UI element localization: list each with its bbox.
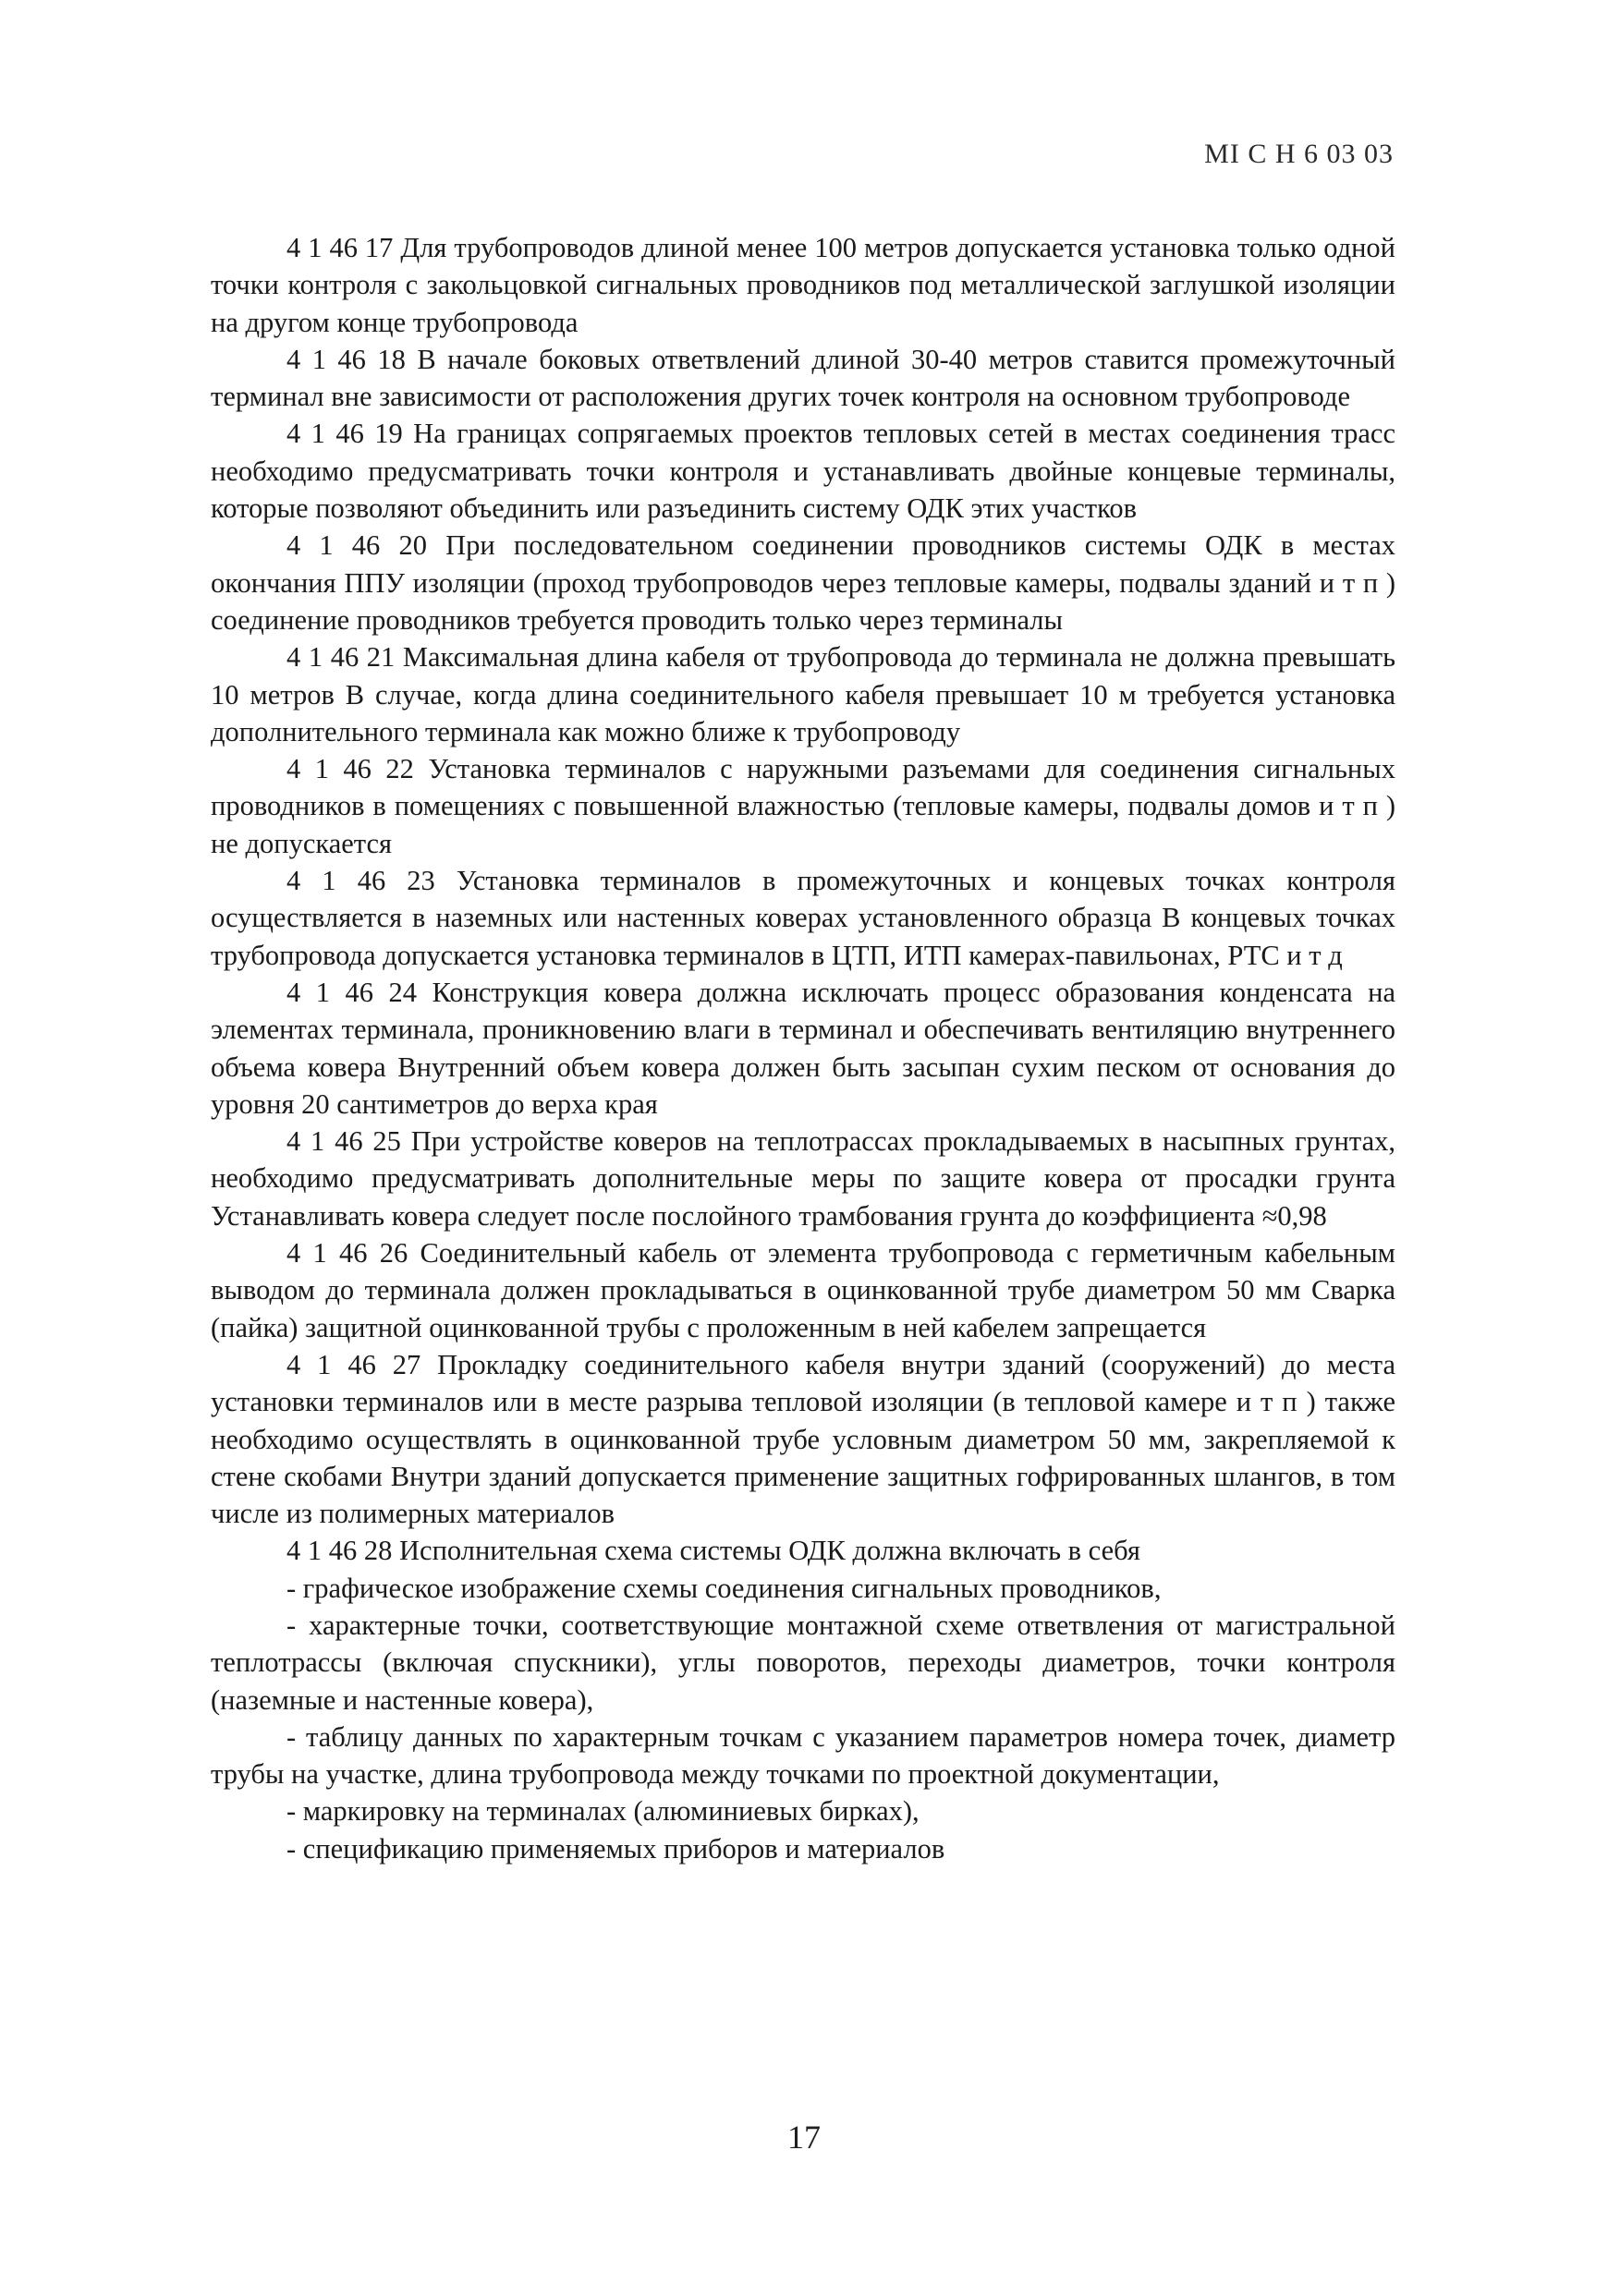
- list-item: - характерные точки, соответствующие монтажной схеме ответвления от магистральной теплотрассы (включая спускники), углы поворотов, переходы диаметров, точки контроля (наземные и настенные ковера),: [211, 1609, 1395, 1716]
- document-body: [211, 229, 1395, 1867]
- paragraph-4-1-46-26: 4 1 46 26 Соединительный кабель от элемента трубопровода с герметичным кабельным выводом до терминала должен прокладываться в оцинкованной трубе диаметром 50 мм Сварка (пайка) защитной оцинкованной трубы с проложенным в ней кабелем запрещается: [211, 1237, 1395, 1343]
- list-item: - спецификацию применяемых приборов и материалов: [286, 1832, 945, 1865]
- document-code: МІ С Н 6 03 03: [1204, 139, 1394, 169]
- list-item: - графическое изображение схемы соединения сигнальных проводников,: [286, 1572, 1162, 1604]
- paragraph-4-1-46-23: 4 1 46 23 Установка терминалов в промежуточных и концевых точках контроля осуществляется в наземных или настенных коверах установленного образца В концевых точках трубопровода допускается установка терминалов в ЦТП, ИТП камерах-павильонах, РТС и т д: [211, 865, 1395, 971]
- list-item: - маркировку на терминалах (алюминиевых бирках),: [286, 1795, 920, 1828]
- paragraph-4-1-46-19: 4 1 46 19 На границах сопрягаемых проектов тепловых сетей в местах соединения трасс необходимо предусматривать точки контроля и устанавливать двойные концевые терминалы, которые позволяют объединить или разъединить систему ОДК этих участков: [211, 418, 1395, 525]
- paragraph-4-1-46-17: 4 1 46 17 Для трубопроводов длиной менее 100 метров допускается установка только одной точки контроля с закольцовкой сигнальных проводников под металлической заглушкой изоляции на другом конце трубопровода: [211, 232, 1395, 338]
- paragraph-4-1-46-27: 4 1 46 27 Прокладку соединительного кабеля внутри зданий (сооружений) до места установки терминалов или в месте разрыва тепловой изоляции (в тепловой камере и т п ) также необходимо осуществлять в оцинкованной трубе условным диаметром 50 мм, закрепляемой к стене скобами Внутри зданий допускается применение защитных гофрированных шлангов, в том числе из полимерных материалов: [211, 1348, 1395, 1530]
- paragraph-4-1-46-18: 4 1 46 18 В начале боковых ответвлений длиной 30-40 метров ставится промежуточный терминал вне зависимости от расположения других точек контроля на основном трубопроводе: [211, 343, 1395, 413]
- paragraph-4-1-46-22: 4 1 46 22 Установка терминалов с наружными разъемами для соединения сигнальных проводников в помещениях с повышенной влажностью (тепловые камеры, подвалы домов и т п ) не допускается: [211, 753, 1395, 859]
- list-item: - таблицу данных по характерным точкам с указанием параметров номера точек, диаметр трубы на участке, длина трубопровода между точками по проектной документации,: [211, 1720, 1395, 1791]
- paragraph-4-1-46-25: 4 1 46 25 При устройстве коверов на теплотрассах прокладываемых в насыпных грунтах, необходимо предусматривать дополнительные меры по защите ковера от просадки грунта Устанавливать ковера следует после послойного трамбования грунта до коэффициента ≈0,98: [211, 1125, 1395, 1232]
- paragraph-4-1-46-21: 4 1 46 21 Максимальная длина кабеля от трубопровода до терминала не должна превышать 10 метров В случае, когда длина соединительного кабеля превышает 10 м требуется установка дополнительного терминала как можно ближе к трубопроводу: [211, 641, 1395, 747]
- page-number: 17: [787, 2119, 821, 2156]
- paragraph-4-1-46-20: 4 1 46 20 При последовательном соединении проводников системы ОДК в местах окончания ППУ изоляции (проход трубопроводов через тепловые камеры, подвалы зданий и т п ) соединение проводников требуется проводить только через терминалы: [211, 529, 1395, 636]
- paragraph-4-1-46-28: 4 1 46 28 Исполнительная схема системы ОДК должна включать в себя: [286, 1535, 1140, 1567]
- paragraph-4-1-46-24: 4 1 46 24 Конструкция ковера должна исключать процесс образования конденсата на элементах терминала, проникновению влаги в терминал и обеспечивать вентиляцию внутреннего объема ковера Внутренний объем ковера должен быть засыпан сухим песком от основания до уровня 20 сантиметров до верха края: [211, 976, 1395, 1120]
